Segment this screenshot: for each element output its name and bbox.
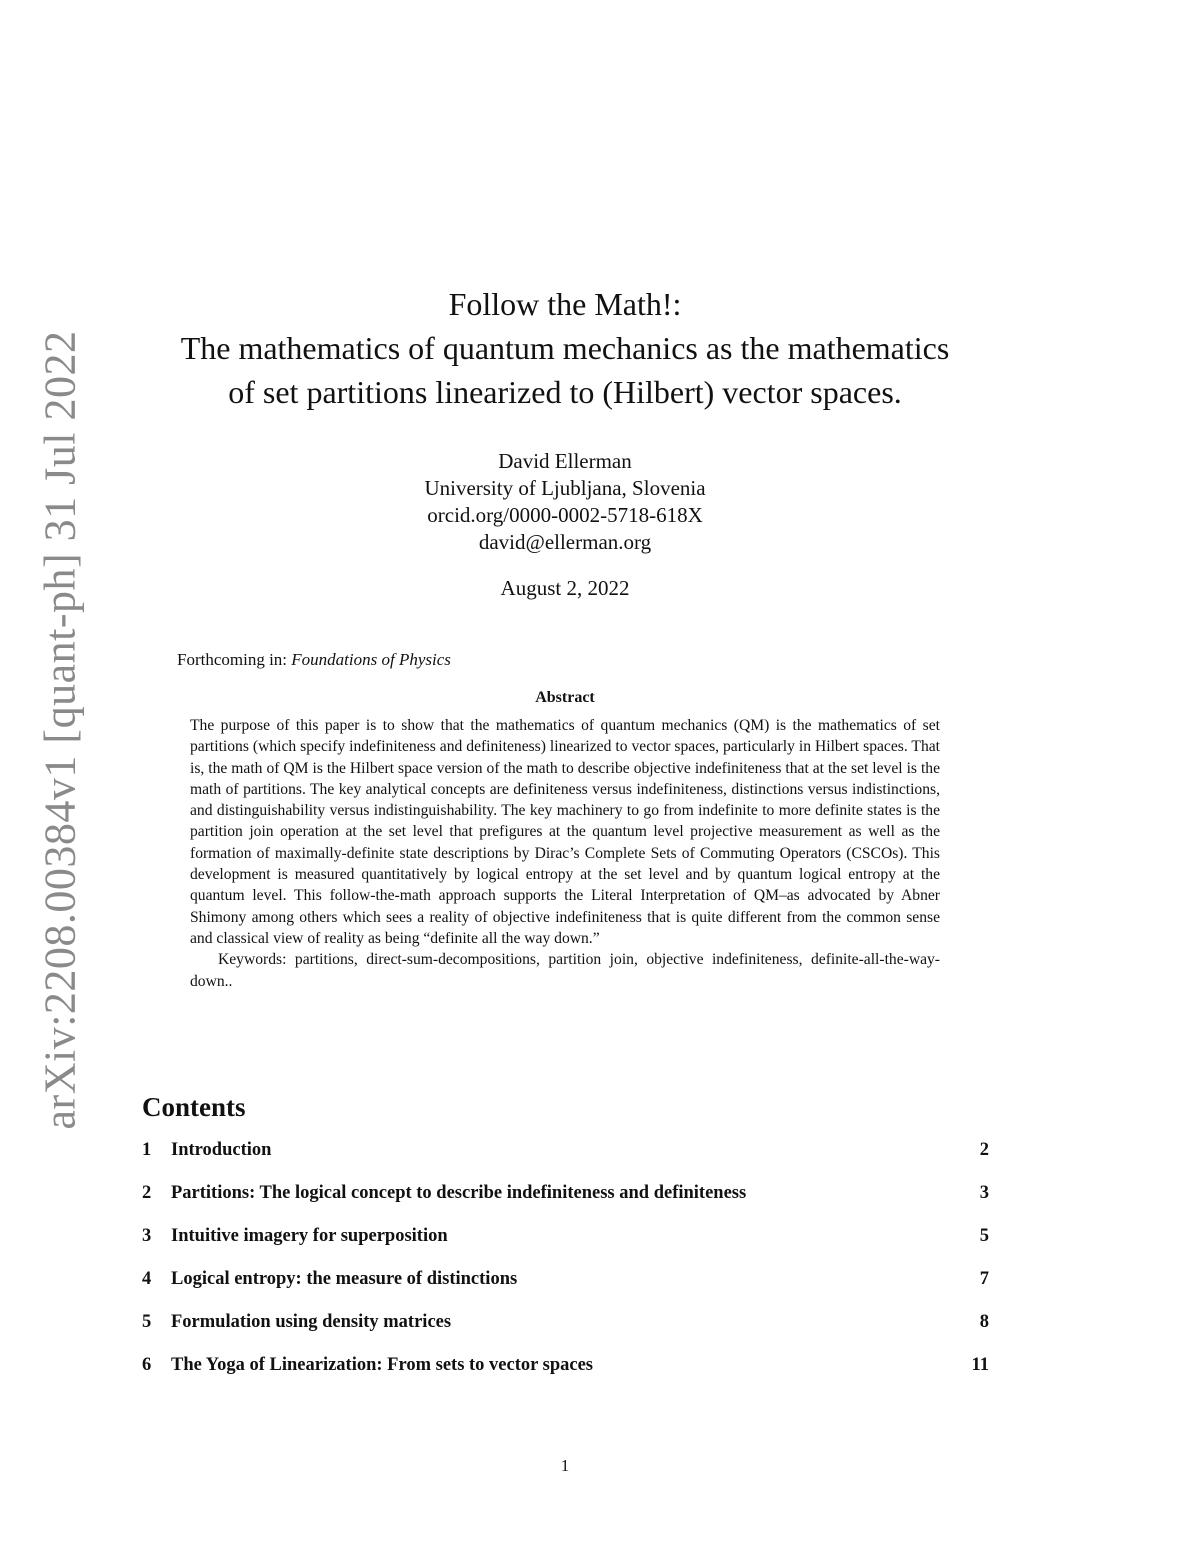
journal-name: Foundations of Physics [291,650,451,669]
abstract-text: The purpose of this paper is to show that the mathematics of quantum mechanics (QM) is the mathematics of set partitions (which specify indefiniteness and definiteness) linearized to vector spaces, particularly in Hilbert spaces. That is, the math of QM is the Hilbert space version of the math to describe objective indefiniteness that at the set level is the math of partitions. The key analytical concepts are definiteness versus indefiniteness, distinctions versus indistinctions, and distinguishability versus indistinguishability. The key machinery to go from indefinite to more definite states is the partition join operation at the set level that prefigures at the quantum level projective measurement as well as the formation of maximally-definite state descriptions by Dirac’s Complete Sets of Commuting Operators (CSCOs). This development is measured quantitatively by logical entropy at the set level and by quantum logical entropy at the quantum level. This follow-the-math approach supports the Literal Interpretation of QM–as advocated by Abner Shimony among others which sees a reality of objective indefiniteness that is quite different from the common sense and classical view of reality as being “definite all the way down.” [190,717,940,947]
paper-title [130,282,1000,414]
toc-entry[interactable] [142,1183,989,1226]
toc-number: 1 [142,1140,152,1160]
author-block [300,448,830,556]
toc-page: 3 [979,1183,989,1203]
toc-title: Intuitive imagery for superposition [171,1226,448,1246]
toc-entry[interactable] [142,1269,989,1312]
arxiv-identifier-stamp: arXiv:2208.00384v1 [quant-ph] 31 Jul 2022 [35,330,85,1130]
title-line-3: of set partitions linearized to (Hilbert) vector spaces. [228,374,902,410]
toc-page: 8 [979,1312,989,1332]
toc-number: 5 [142,1312,152,1332]
toc-page: 5 [979,1226,989,1246]
contents-heading: Contents [142,1092,246,1122]
author-orcid: orcid.org/0000-0002-5718-618X [427,503,703,527]
author-name: David Ellerman [498,449,632,473]
author-affiliation: University of Ljubljana, Slovenia [424,476,706,500]
toc-entry[interactable] [142,1140,989,1183]
forthcoming-note [177,650,451,670]
toc-title: Formulation using density matrices [171,1312,452,1332]
abstract-heading: Abstract [535,689,595,706]
title-line-2: The mathematics of quantum mechanics as the mathematics [180,330,950,366]
author-email: david@ellerman.org [478,530,652,554]
toc-number: 4 [142,1269,152,1289]
toc-page: 2 [979,1140,989,1160]
toc-page: 7 [979,1269,989,1289]
page-number: 1 [560,1456,570,1475]
toc-number: 3 [142,1226,152,1246]
toc-entry[interactable] [142,1226,989,1269]
toc-page: 11 [971,1355,989,1375]
toc-number: 6 [142,1355,152,1375]
toc-title: Introduction [171,1140,272,1160]
abstract-body [190,715,940,992]
toc-entry[interactable] [142,1355,989,1398]
toc-entry[interactable] [142,1312,989,1355]
title-line-1: Follow the Math!: [448,286,682,322]
paper-date: August 2, 2022 [500,576,630,600]
table-of-contents [142,1140,989,1398]
forthcoming-prefix: Forthcoming in: [177,650,292,669]
toc-title: The Yoga of Linearization: From sets to vector spaces [171,1355,594,1375]
toc-title: Partitions: The logical concept to describe indefiniteness and definiteness [171,1183,747,1203]
toc-number: 2 [142,1183,152,1203]
abstract-keywords: Keywords: partitions, direct-sum-decompositions, partition join, objective indefiniteness, definite-all-the-way-down.. [190,951,940,990]
toc-title: Logical entropy: the measure of distinctions [171,1269,518,1289]
